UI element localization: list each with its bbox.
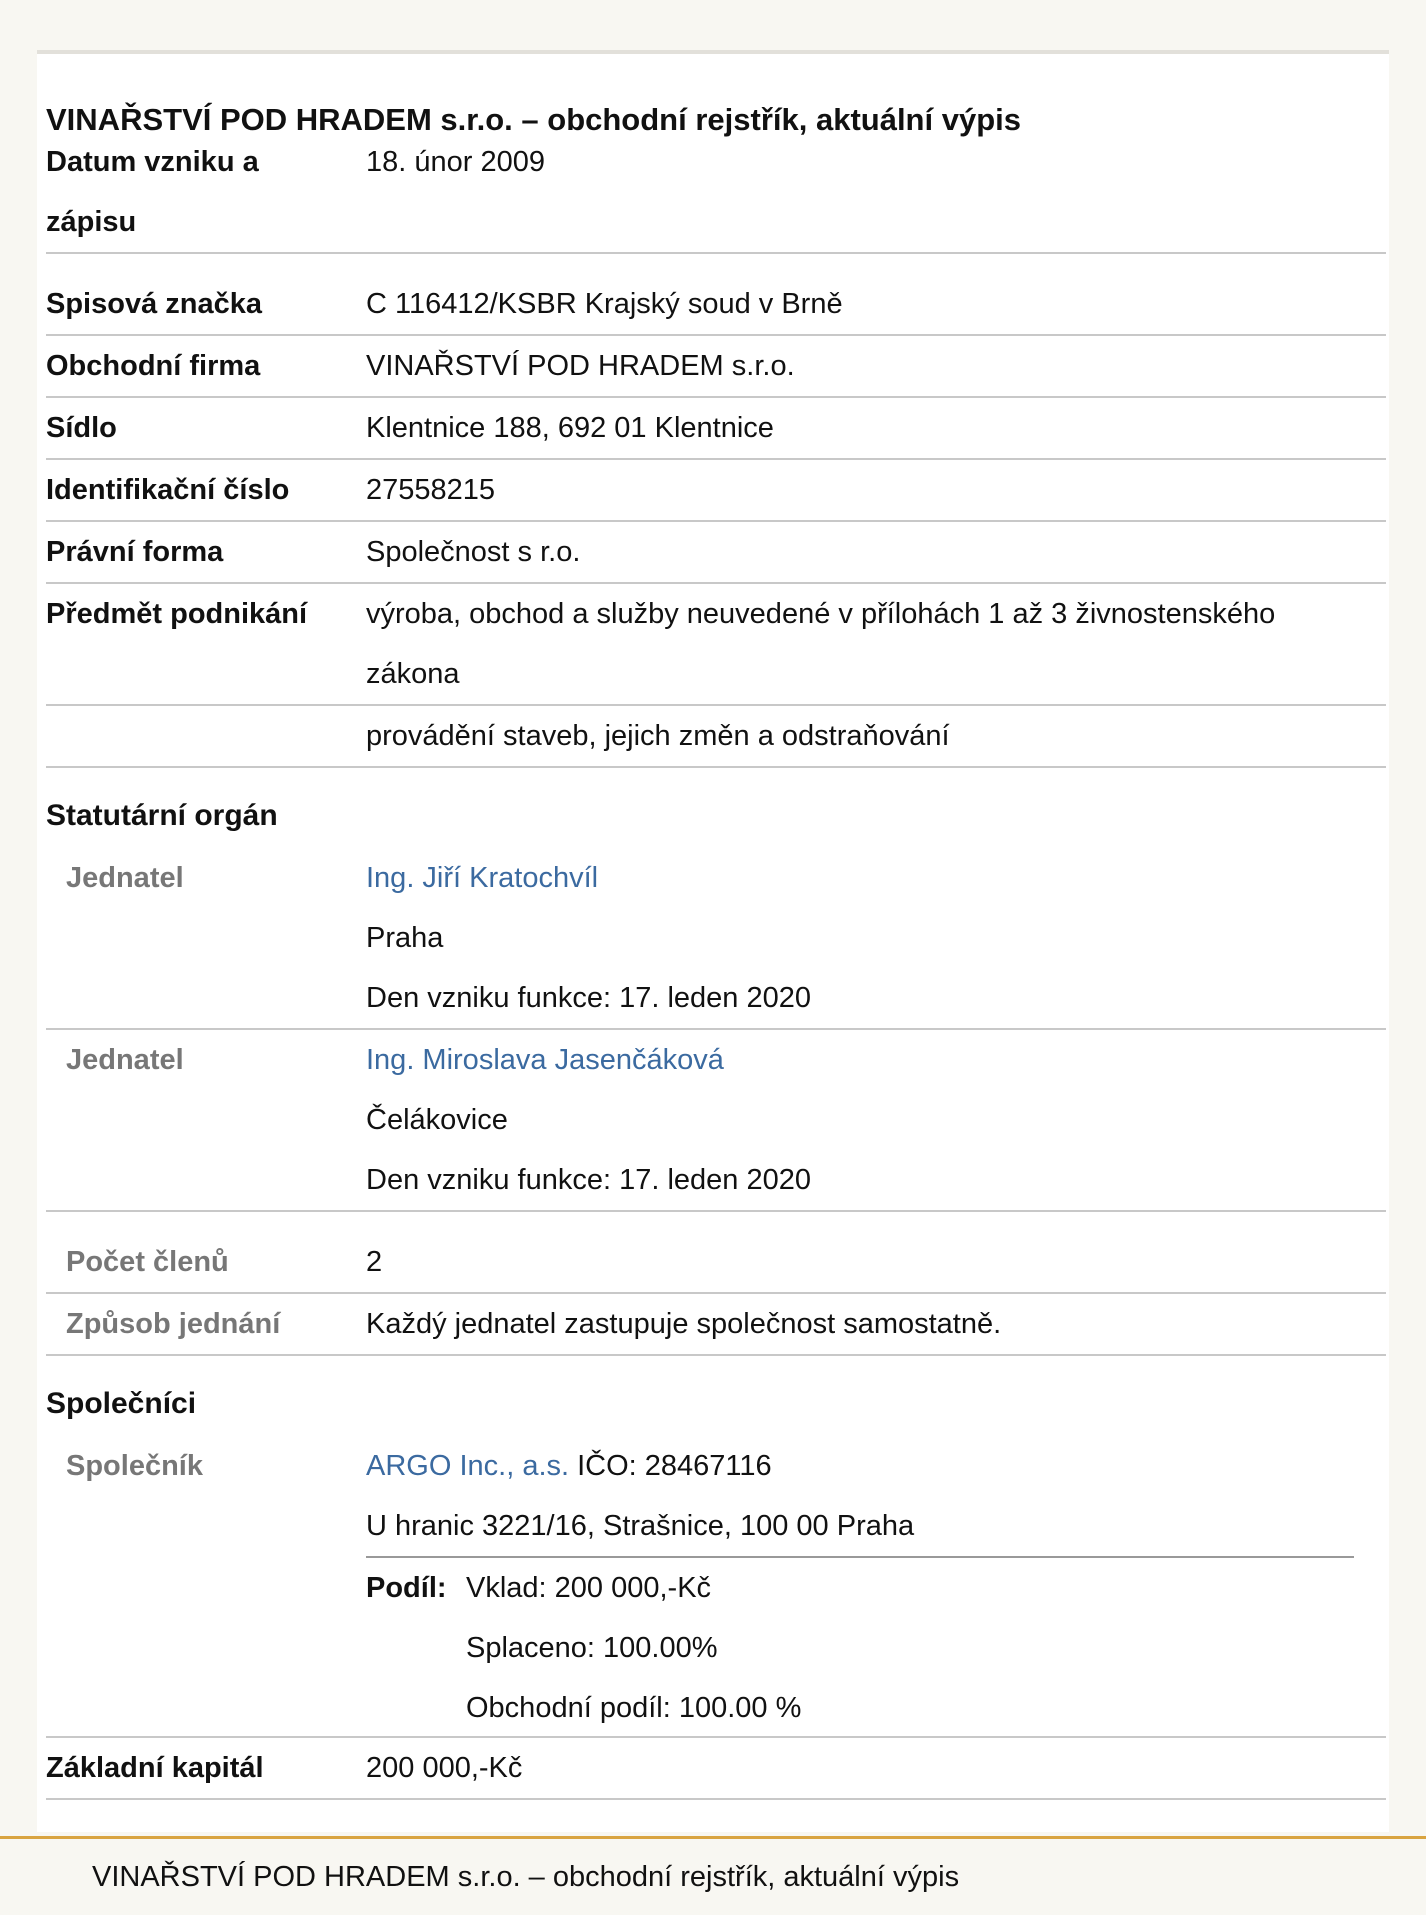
registry-card (37, 50, 1389, 1832)
value-obchodni-firma: VINAŘSTVÍ POD HRADEM s.r.o. (366, 350, 795, 382)
jednatel-2-city: Čelákovice (366, 1104, 508, 1136)
value-zpusob-jednani: Každý jednatel zastupuje společnost samostatně. (366, 1308, 1002, 1340)
row-zpusob-jednani (46, 1294, 1386, 1356)
podil-vklad: Vklad: 200 000,-Kč (466, 1572, 712, 1604)
predmet-line2: zákona (366, 658, 460, 690)
value-sidlo: Klentnice 188, 692 01 Klentnice (366, 412, 774, 444)
spolecnik-address: U hranic 3221/16, Strašnice, 100 00 Praha (366, 1510, 915, 1542)
podil-splaceno: Splaceno: 100.00% (466, 1632, 718, 1664)
label-jednatel-1: Jednatel (66, 862, 184, 894)
row-identifikacni-cislo (46, 460, 1386, 522)
section-statutarni-organ: Statutární orgán (46, 799, 278, 832)
label-jednatel-2: Jednatel (66, 1044, 184, 1076)
podil-label: Podíl: (366, 1572, 447, 1604)
value-spisova-znacka: C 116412/KSBR Krajský soud v Brně (366, 288, 843, 320)
spolecnik-name-link[interactable]: ARGO Inc., a.s. (366, 1450, 570, 1482)
value-pocet-clenu: 2 (366, 1246, 383, 1278)
podil-values (466, 1558, 801, 1738)
row-jednatel-1 (46, 848, 1386, 1030)
value-identifikacni-cislo: 27558215 (366, 474, 496, 506)
row-predmet-podnikani-2 (46, 706, 1386, 768)
label-spolecnik: Společník (66, 1450, 203, 1482)
label-pravni-forma: Právní forma (46, 536, 224, 568)
podil-obchodni: Obchodní podíl: 100.00 % (466, 1692, 802, 1724)
value-predmet-podnikani-2: provádění staveb, jejich změn a odstraňování (366, 720, 950, 752)
page-footer (0, 1836, 1426, 1915)
row-predmet-podnikani (46, 584, 1386, 706)
jednatel-2-name-link[interactable]: Ing. Miroslava Jasenčáková (366, 1044, 724, 1076)
footer-title: VINAŘSTVÍ POD HRADEM s.r.o. – obchodní rejstřík, aktuální výpis (92, 1861, 960, 1893)
value-datum-vzniku: 18. únor 2009 (366, 146, 545, 178)
jednatel-2-since: Den vzniku funkce: 17. leden 2020 (366, 1164, 811, 1196)
row-pocet-clenu (46, 1232, 1386, 1294)
label-pocet-clenu: Počet členů (66, 1246, 229, 1278)
label-datum-vzniku (46, 132, 356, 252)
value-predmet-podnikani-1 (366, 584, 1376, 704)
page-title: VINAŘSTVÍ POD HRADEM s.r.o. – obchodní rejstřík, aktuální výpis (46, 102, 1021, 137)
label-datum-line1: Datum vzniku a (46, 146, 259, 178)
label-datum-line2: zápisu (46, 206, 137, 238)
label-zpusob-jednani: Způsob jednání (66, 1308, 281, 1340)
value-jednatel-2 (366, 1030, 1376, 1210)
row-spisova-znacka (46, 274, 1386, 336)
section-spolecnici: Společníci (46, 1387, 197, 1420)
spolecnik-ico: IČO: 28467116 (569, 1450, 772, 1482)
jednatel-1-since: Den vzniku funkce: 17. leden 2020 (366, 982, 811, 1014)
row-spolecnik (46, 1436, 1386, 1738)
label-predmet-podnikani: Předmět podnikání (46, 598, 308, 630)
row-zakladni-kapital (46, 1738, 1386, 1800)
row-obchodni-firma (46, 336, 1386, 398)
value-zakladni-kapital: 200 000,-Kč (366, 1752, 523, 1784)
row-sidlo (46, 398, 1386, 460)
jednatel-1-name-link[interactable]: Ing. Jiří Kratochvíl (366, 862, 599, 894)
value-spolecnik (366, 1436, 1376, 1556)
jednatel-1-city: Praha (366, 922, 444, 954)
row-pravni-forma (46, 522, 1386, 584)
label-sidlo: Sídlo (46, 412, 117, 444)
row-datum-vzniku (46, 132, 1386, 254)
value-pravni-forma: Společnost s r.o. (366, 536, 581, 568)
row-jednatel-2 (46, 1030, 1386, 1212)
label-identifikacni-cislo: Identifikační číslo (46, 474, 290, 506)
label-obchodni-firma: Obchodní firma (46, 350, 261, 382)
value-jednatel-1 (366, 848, 1376, 1028)
label-zakladni-kapital: Základní kapitál (46, 1752, 264, 1784)
predmet-line1: výroba, obchod a služby neuvedené v přílohách 1 až 3 živnostenského (366, 598, 1276, 630)
label-spisova-znacka: Spisová značka (46, 288, 262, 320)
